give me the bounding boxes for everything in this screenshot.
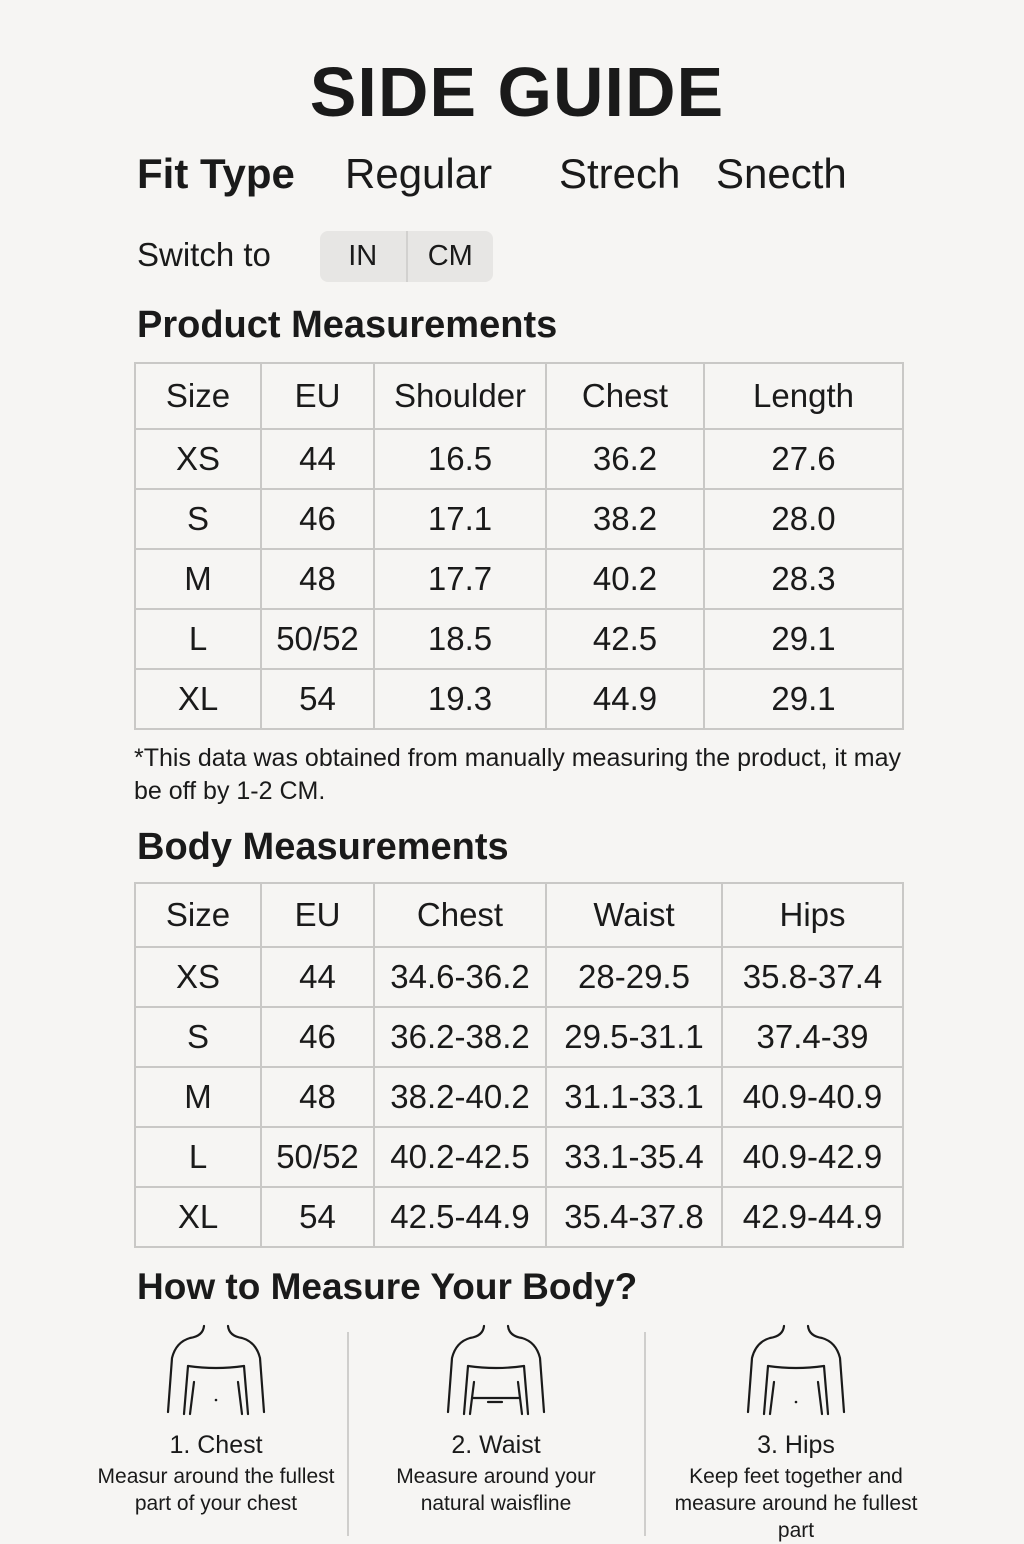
product-measurements-table — [134, 362, 904, 730]
table-row — [135, 549, 903, 609]
table-cell: 35.4-37.8 — [546, 1187, 722, 1247]
table-cell: 28.3 — [704, 549, 903, 609]
table-cell: 40.9-40.9 — [722, 1067, 903, 1127]
table-cell: 44 — [261, 429, 374, 489]
table-row — [135, 609, 903, 669]
table-header-row — [135, 883, 903, 947]
table-cell: 40.9-42.9 — [722, 1127, 903, 1187]
table-cell: 18.5 — [374, 609, 546, 669]
table-cell: 33.1-35.4 — [546, 1127, 722, 1187]
body-measurements-table — [134, 882, 904, 1248]
table-cell: 16.5 — [374, 429, 546, 489]
measure-step-chest — [90, 1322, 342, 1517]
table-row — [135, 1007, 903, 1067]
fit-option-strech[interactable]: Strech — [559, 150, 681, 197]
torso-icon — [746, 1322, 846, 1418]
table-cell: 36.2-38.2 — [374, 1007, 546, 1067]
table-cell: 17.7 — [374, 549, 546, 609]
table-cell: 40.2-42.5 — [374, 1127, 546, 1187]
table-row — [135, 669, 903, 729]
step-title: 2. Waist — [451, 1431, 541, 1459]
table-cell: 31.1-33.1 — [546, 1067, 722, 1127]
torso-icon — [446, 1322, 546, 1418]
column-header: EU — [261, 883, 374, 947]
table-cell: L — [135, 609, 261, 669]
table-row — [135, 1067, 903, 1127]
table-cell: 28-29.5 — [546, 947, 722, 1007]
table-cell: L — [135, 1127, 261, 1187]
column-header: Size — [135, 363, 261, 429]
table-cell: 44 — [261, 947, 374, 1007]
table-cell: S — [135, 1007, 261, 1067]
table-cell: 50/52 — [261, 1127, 374, 1187]
table-cell: 42.5 — [546, 609, 704, 669]
divider — [644, 1332, 646, 1536]
table-row — [135, 947, 903, 1007]
page-title: SIDE GUIDE — [309, 53, 725, 131]
table-cell: M — [135, 1067, 261, 1127]
step-description: Measur around the fullest part of your chest — [97, 1465, 335, 1515]
table-cell: 50/52 — [261, 609, 374, 669]
body-measurements-title: Body Measurements — [137, 826, 509, 868]
table-cell: 40.2 — [546, 549, 704, 609]
unit-switch-label: Switch to — [137, 236, 271, 273]
table-cell: 46 — [261, 489, 374, 549]
unit-toggle — [320, 231, 493, 282]
table-cell: 38.2-40.2 — [374, 1067, 546, 1127]
table-cell: 29.5-31.1 — [546, 1007, 722, 1067]
table-cell: 42.9-44.9 — [722, 1187, 903, 1247]
table-cell: 36.2 — [546, 429, 704, 489]
step-description: Measure around your natural waisfline — [396, 1465, 596, 1515]
unit-in-button[interactable]: IN — [348, 240, 378, 272]
column-header: Chest — [546, 363, 704, 429]
table-cell: 34.6-36.2 — [374, 947, 546, 1007]
table-cell: 48 — [261, 549, 374, 609]
table-cell: 54 — [261, 669, 374, 729]
step-title: 3. Hips — [757, 1431, 835, 1459]
divider — [347, 1332, 349, 1536]
table-cell: 35.8-37.4 — [722, 947, 903, 1007]
table-row — [135, 489, 903, 549]
column-header: Chest — [374, 883, 546, 947]
table-cell: XS — [135, 429, 261, 489]
measurement-note: *This data was obtained from manually measuring the product, it may be off by 1-2 CM. — [134, 744, 902, 805]
measure-step-hips — [660, 1322, 932, 1544]
table-row — [135, 1127, 903, 1187]
table-cell: M — [135, 549, 261, 609]
column-header: Shoulder — [374, 363, 546, 429]
table-cell: 38.2 — [546, 489, 704, 549]
column-header: Waist — [546, 883, 722, 947]
torso-icon — [166, 1322, 266, 1418]
table-cell: 29.1 — [704, 669, 903, 729]
column-header: Length — [704, 363, 903, 429]
table-cell: 17.1 — [374, 489, 546, 549]
column-header: EU — [261, 363, 374, 429]
table-cell: 48 — [261, 1067, 374, 1127]
column-header: Hips — [722, 883, 903, 947]
table-cell: XL — [135, 669, 261, 729]
table-cell: XS — [135, 947, 261, 1007]
table-cell: 44.9 — [546, 669, 704, 729]
table-cell: 29.1 — [704, 609, 903, 669]
fit-option-regular[interactable]: Regular — [345, 150, 493, 197]
table-cell: 37.4-39 — [722, 1007, 903, 1067]
table-cell: XL — [135, 1187, 261, 1247]
fit-type-label: Fit Type — [137, 150, 295, 197]
unit-cm-button[interactable]: CM — [406, 231, 494, 282]
table-row — [135, 1187, 903, 1247]
table-cell: 54 — [261, 1187, 374, 1247]
column-header: Size — [135, 883, 261, 947]
table-header-row — [135, 363, 903, 429]
step-description: Keep feet together and measure around he fullest part — [674, 1465, 918, 1542]
table-cell: 28.0 — [704, 489, 903, 549]
table-cell: 46 — [261, 1007, 374, 1067]
table-cell: 42.5-44.9 — [374, 1187, 546, 1247]
table-cell: 27.6 — [704, 429, 903, 489]
step-title: 1. Chest — [169, 1431, 263, 1459]
table-cell: S — [135, 489, 261, 549]
table-cell: 19.3 — [374, 669, 546, 729]
table-row — [135, 429, 903, 489]
fit-option-snecth[interactable]: Snecth — [716, 150, 847, 197]
measure-step-waist — [378, 1322, 614, 1517]
how-to-measure-title: How to Measure Your Body? — [137, 1266, 638, 1307]
product-measurements-title: Product Measurements — [137, 304, 558, 346]
